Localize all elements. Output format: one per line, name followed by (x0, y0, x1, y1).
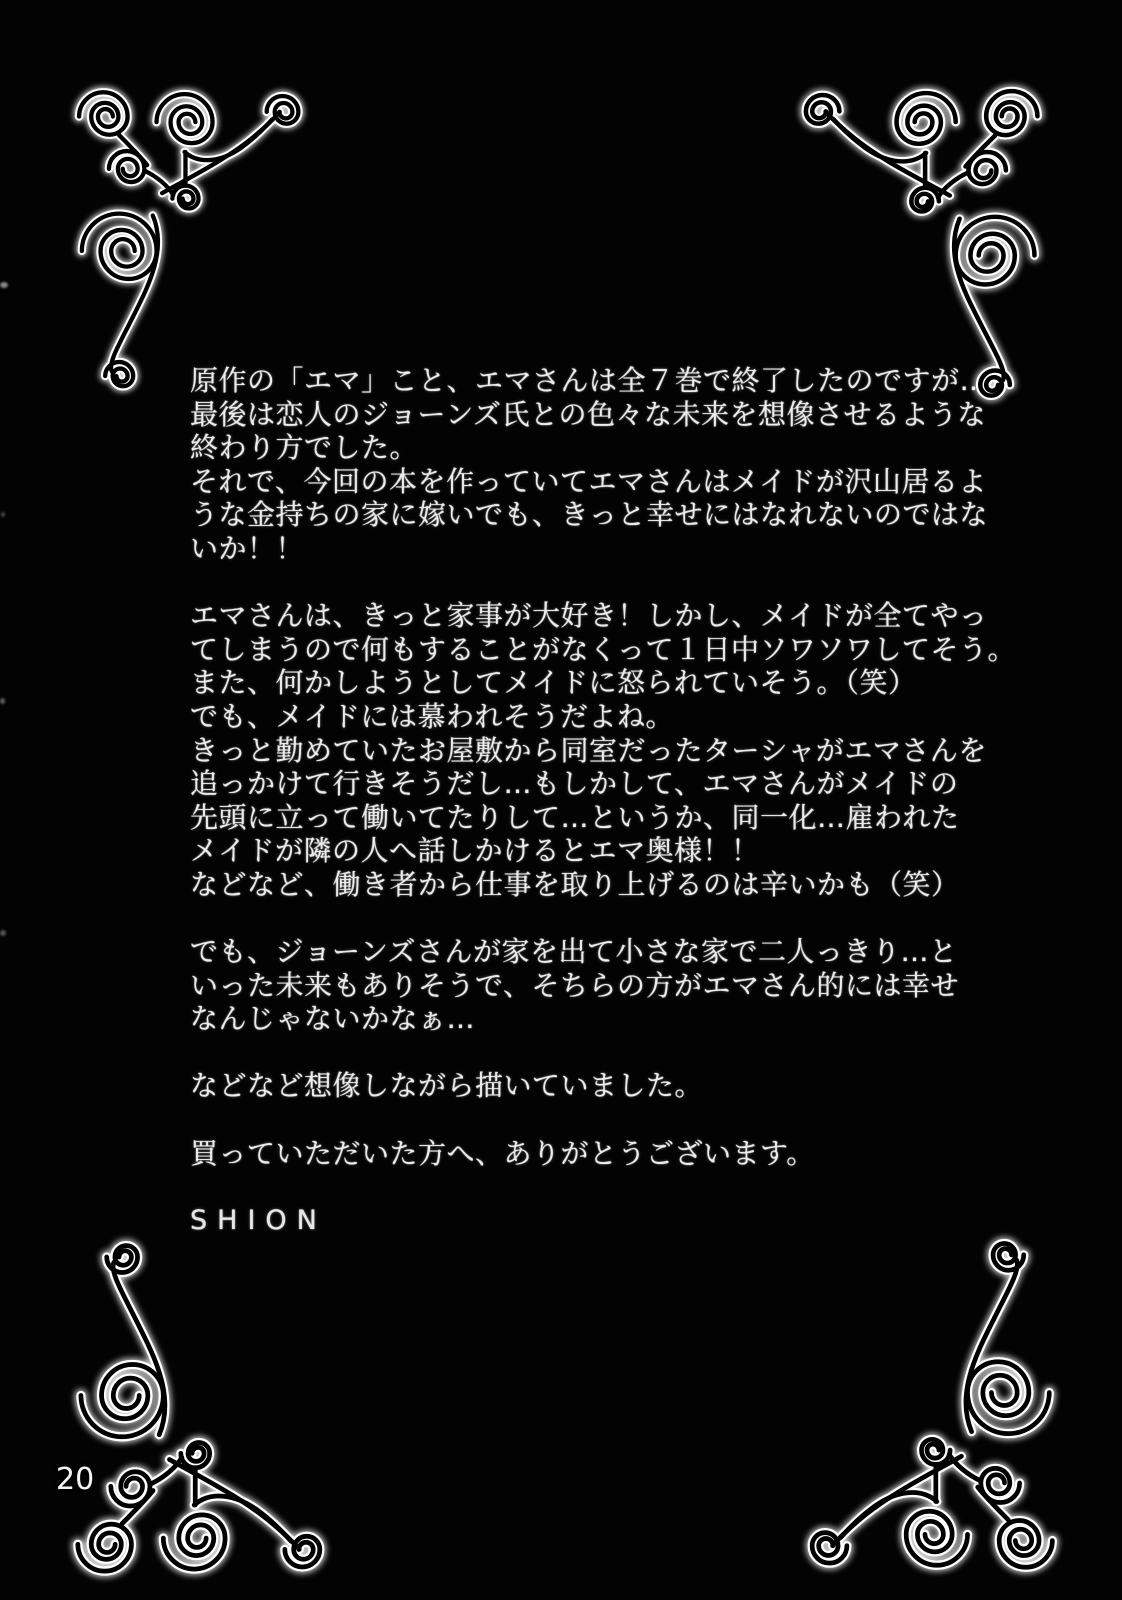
scan-artifact (0, 282, 8, 288)
text-line: きっと勤めていたお屋敷から同室だったターシャがエマさんを (190, 733, 987, 767)
artist-signature: SHION (190, 1204, 327, 1236)
flourish-ornament-top-right (800, 66, 1066, 414)
scan-artifact (0, 930, 6, 936)
text-line: いった未来もありそうで、そちらの方がエマさん的には幸せ (190, 968, 959, 1002)
flourish-ornament-top-left (52, 68, 304, 404)
text-line: また、何かしようとしてメイドに怒られていそう。（笑） (190, 666, 917, 700)
scan-artifact (0, 698, 5, 704)
text-line: でも、メイドには慕われそうだよね。 (190, 699, 674, 733)
text-line: いか！！ (190, 531, 305, 565)
afterword-paragraph (190, 599, 1016, 901)
text-line: てしまうので何もすることがなくって１日中ソワソワしてそう。 (190, 632, 1016, 666)
text-line: メイドが隣の人へ話しかけるとエマ奥様！！ (190, 834, 760, 868)
afterword-paragraph (190, 935, 970, 1036)
text-line: でも、ジョーンズさんが家を出て小さな家で二人っきり…と (190, 935, 958, 969)
text-line: などなど、働き者から仕事を取り上げるのは辛いかも（笑） (190, 867, 960, 901)
text-line: 最後は恋人のジョーンズ氏との色々な未来を想像させるような (190, 397, 987, 431)
text-line: 追っかけて行きそうだし…もしかして、エマさんがメイドの (190, 767, 959, 801)
text-line: うな金持ちの家に嫁いでも、きっと幸せにはなれないのではな (190, 498, 989, 532)
text-line: エマさんは、きっと家事が大好き！しかし、メイドが全てやっ (190, 599, 988, 633)
text-line: 原作の「エマ」こと、エマさんは全７巻で終了したのですが… (190, 364, 989, 397)
text-line: などなど想像しながら描いていました。 (190, 1069, 704, 1103)
text-line: なんじゃないかなぁ… (190, 1002, 476, 1036)
afterword-paragraph (190, 1069, 970, 1103)
text-line: 買っていただいた方へ、ありがとうございます。 (190, 1136, 815, 1170)
text-line: それで、今回の本を作っていてエマさんはメイドが沢山居るよ (190, 464, 987, 498)
afterword-paragraph (190, 1137, 970, 1171)
scan-artifact (1, 512, 5, 517)
text-line: 先頭に立って働いてたりして…というか、同一化…雇われた (190, 800, 960, 834)
flourish-ornament-bottom-left (48, 1226, 326, 1598)
afterword-text (190, 364, 1016, 1237)
page-number: 20 (56, 1462, 95, 1497)
flourish-ornament-bottom-right (806, 1224, 1082, 1594)
text-line: 終わり方でした。 (190, 431, 419, 465)
